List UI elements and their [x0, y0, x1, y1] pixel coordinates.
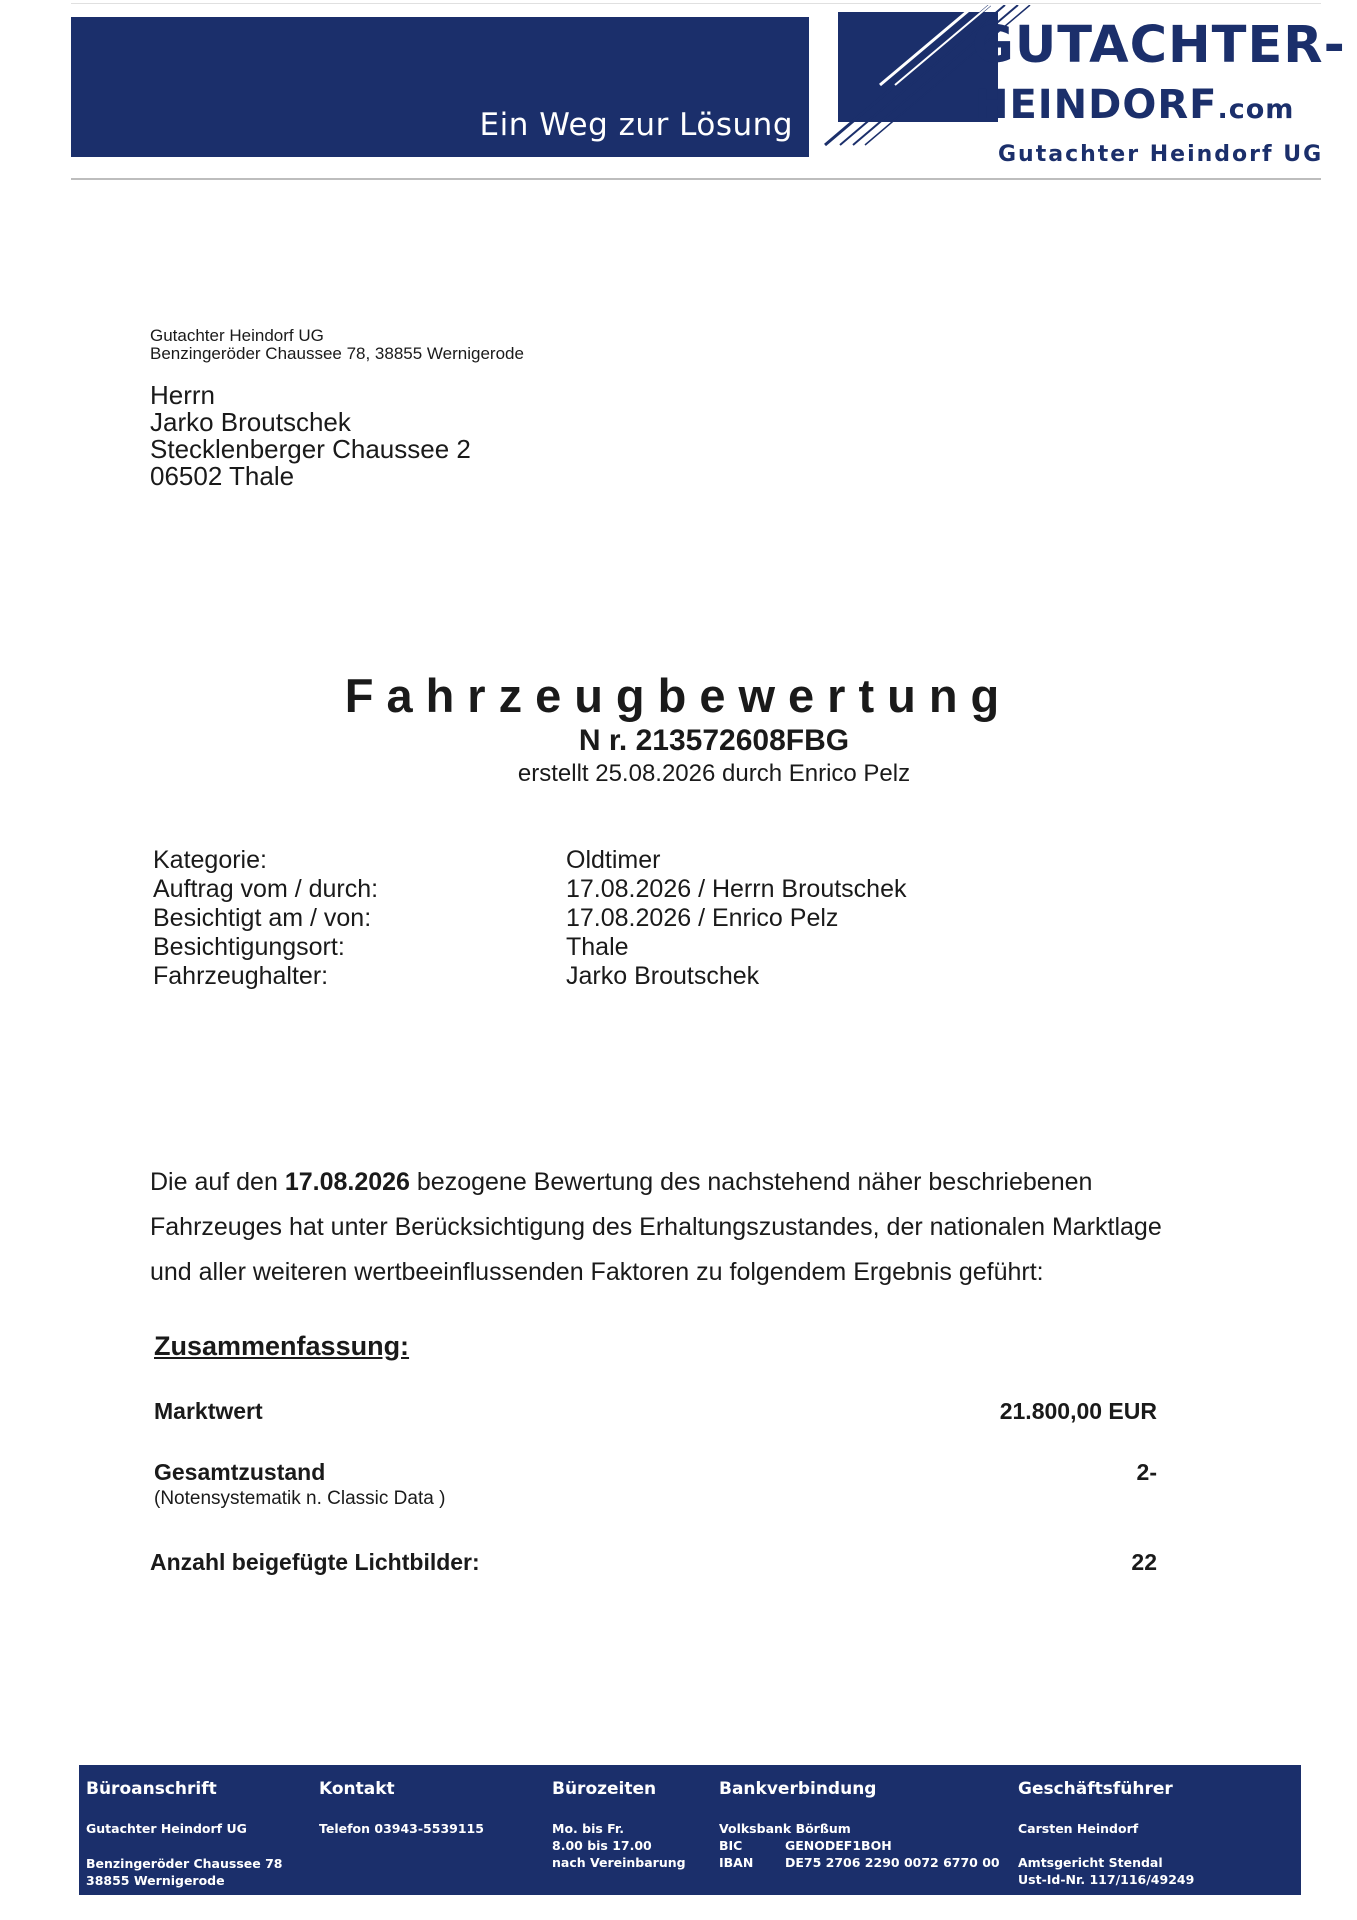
footer-hours-time: 8.00 bis 17.00	[552, 1838, 652, 1853]
intro-line-1	[150, 1168, 1092, 1197]
header-banner	[71, 17, 809, 157]
recipient-city: 06502 Thale	[150, 461, 295, 491]
footer-bank-name: Volksbank Börßum	[719, 1821, 851, 1836]
footer-contact-heading: Kontakt	[319, 1779, 395, 1799]
footer-vat-id: Ust-Id-Nr. 117/116/49249	[1018, 1872, 1195, 1887]
top-rule	[71, 3, 1321, 4]
sender-address: Benzingeröder Chaussee 78, 38855 Wernigerode	[150, 344, 524, 363]
intro-text: bezogene Bewertung des nachstehend näher beschriebenen	[409, 1168, 1093, 1196]
footer-court: Amtsgericht Stendal	[1018, 1855, 1163, 1870]
info-label: Besichtigungsort:	[153, 933, 345, 961]
footer-hours-heading: Bürozeiten	[552, 1779, 657, 1799]
created-info: erstellt 25.08.2026 durch Enrico Pelz	[517, 760, 911, 787]
recipient-street: Stecklenberger Chaussee 2	[150, 434, 471, 464]
footer-hours-days: Mo. bis Fr.	[552, 1821, 625, 1836]
slogan: Ein Weg zur Lösung	[479, 107, 793, 143]
footer-bank-heading: Bankverbindung	[719, 1779, 877, 1799]
footer-ceo-heading: Geschäftsführer	[1018, 1779, 1173, 1799]
info-value: 17.08.2026 / Herrn Broutschek	[566, 875, 907, 903]
info-label: Auftrag vom / durch:	[153, 875, 379, 903]
info-label: Besichtigt am / von:	[153, 904, 372, 932]
footer-bic: GENODEF1BOH	[785, 1838, 892, 1853]
condition-value: 2-	[1136, 1459, 1157, 1485]
logo-text-line2	[975, 82, 1294, 128]
logo-name: HEINDORF	[975, 82, 1218, 128]
market-value: 21.800,00 EUR	[999, 1398, 1157, 1424]
footer-iban-label: IBAN	[719, 1855, 754, 1870]
document-title: Fahrzeugbewertung	[344, 669, 1013, 722]
market-value-label: Marktwert	[154, 1398, 263, 1424]
summary-heading: Zusammenfassung:	[154, 1331, 410, 1361]
logo-subtitle: Gutachter Heindorf UG	[998, 142, 1324, 167]
footer-office-city: 38855 Wernigerode	[86, 1873, 225, 1888]
document-number: N r. 213572608FBG	[578, 724, 850, 757]
logo-text-line1: GUTACHTER-	[972, 16, 1346, 75]
footer-office-heading: Büroanschrift	[86, 1779, 217, 1799]
info-value: Oldtimer	[566, 846, 661, 874]
condition-label: Gesamtzustand	[154, 1459, 326, 1485]
photos-count: 22	[1131, 1549, 1157, 1575]
info-label: Kategorie:	[153, 846, 267, 874]
footer-office-name: Gutachter Heindorf UG	[86, 1821, 247, 1836]
recipient-name: Jarko Broutschek	[150, 407, 351, 437]
header-rule	[71, 178, 1321, 180]
sender-name: Gutachter Heindorf UG	[150, 326, 324, 345]
intro-line-3: und aller weiteren wertbeeinflussenden Faktoren zu folgendem Ergebnis geführt:	[150, 1258, 1044, 1286]
footer-hours-note: nach Vereinbarung	[552, 1855, 686, 1870]
recipient-salutation: Herrn	[150, 380, 216, 410]
footer-ceo-name: Carsten Heindorf	[1018, 1821, 1139, 1836]
info-value: 17.08.2026 / Enrico Pelz	[566, 904, 839, 932]
footer	[79, 1765, 1301, 1895]
footer-iban: DE75 2706 2290 0072 6770 00	[785, 1855, 1000, 1870]
info-value: Thale	[566, 933, 629, 961]
photos-label: Anzahl beigefügte Lichtbilder:	[150, 1549, 480, 1575]
info-label: Fahrzeughalter:	[153, 962, 329, 990]
footer-phone: Telefon 03943-5539115	[319, 1821, 484, 1836]
info-value: Jarko Broutschek	[566, 962, 760, 990]
condition-note: (Notensystematik n. Classic Data )	[154, 1488, 446, 1509]
intro-text: Die auf den	[150, 1168, 285, 1196]
logo-domain: .com	[1217, 94, 1295, 125]
intro-date: 17.08.2026	[284, 1168, 410, 1196]
footer-bic-label: BIC	[719, 1838, 743, 1853]
intro-line-2: Fahrzeuges hat unter Berücksichtigung des Erhaltungszustandes, der nationalen Marktlage	[150, 1213, 1162, 1241]
footer-office-street: Benzingeröder Chaussee 78	[86, 1856, 283, 1871]
